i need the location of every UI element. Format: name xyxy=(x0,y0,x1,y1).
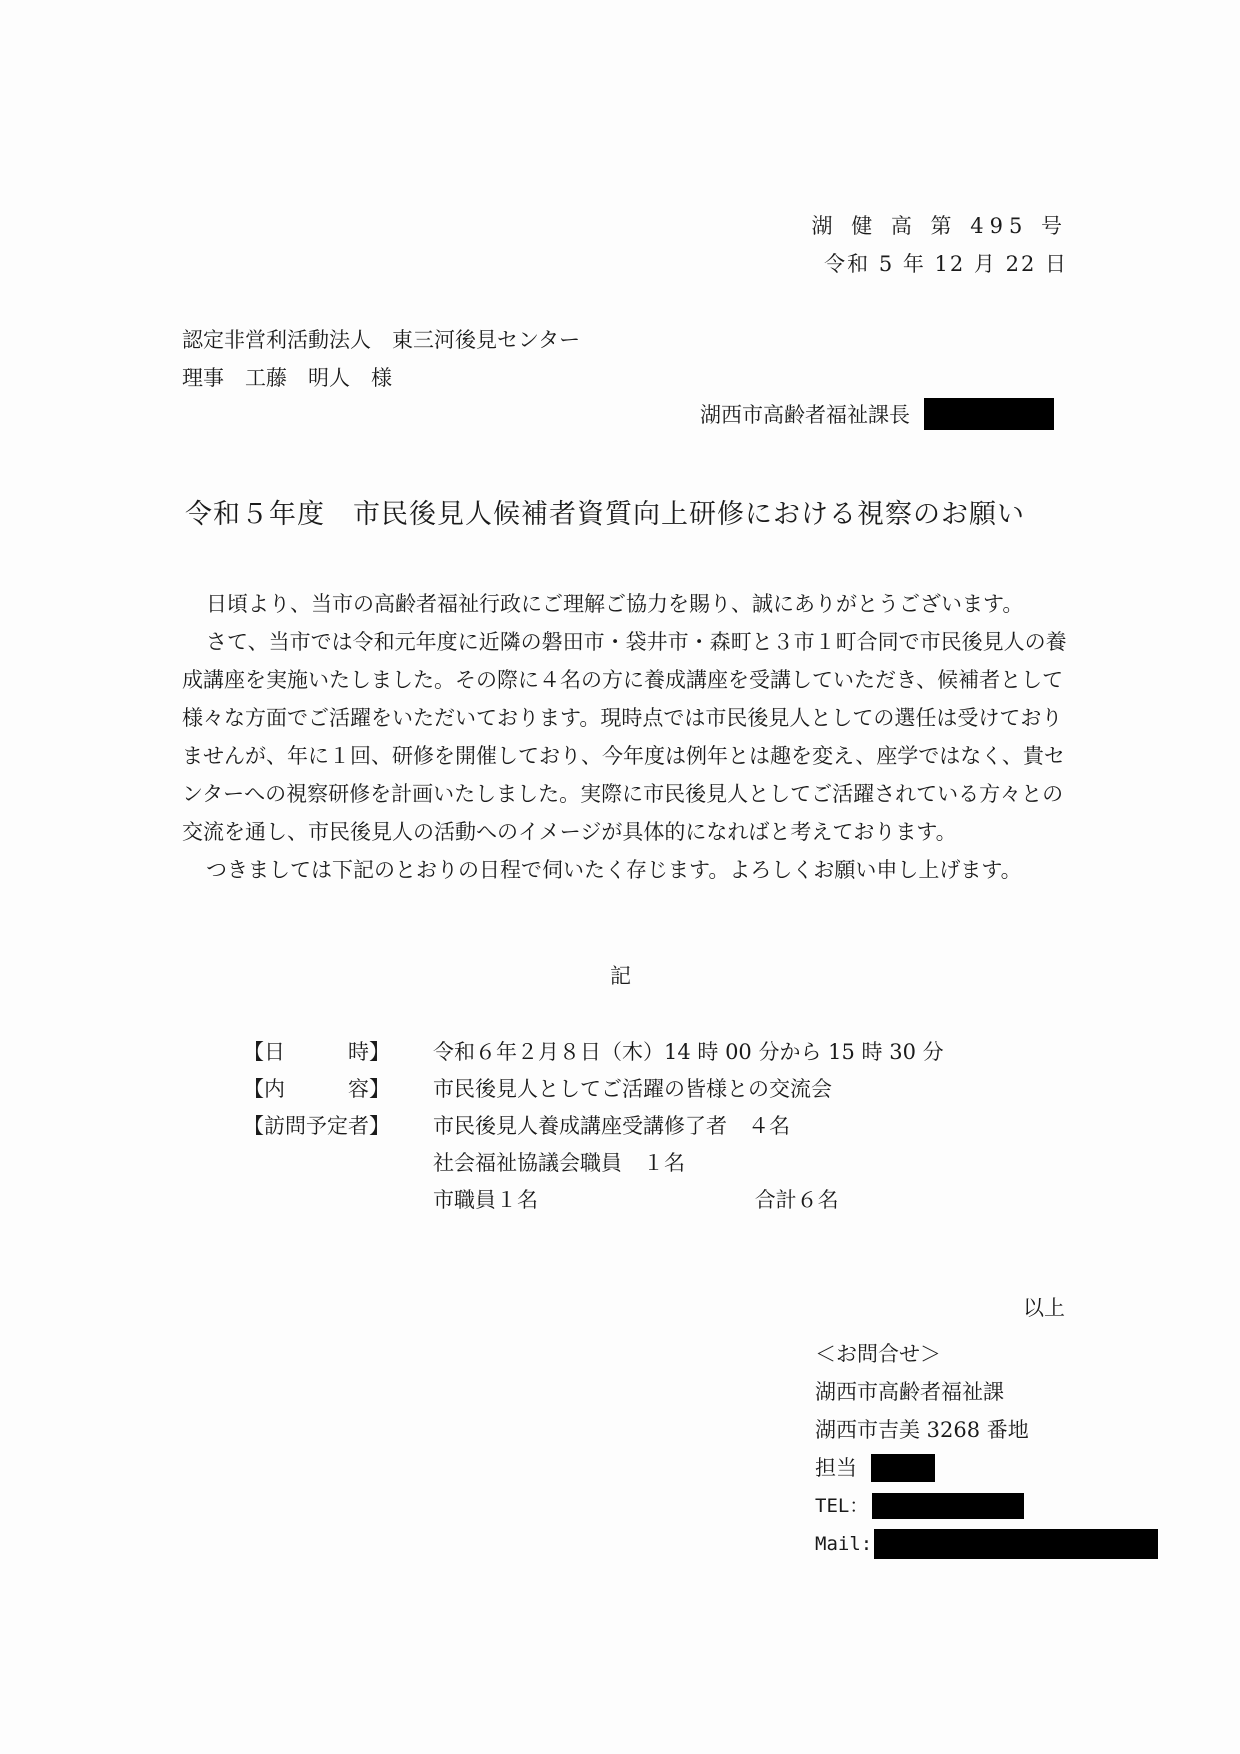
contact-tel-label: TEL： xyxy=(815,1495,869,1517)
visitors-total: 合計６名 xyxy=(754,1188,839,1212)
sender-title: 湖西市高齢者福祉課長 xyxy=(700,403,910,427)
redacted-tel xyxy=(872,1493,1024,1519)
contact-department: 湖西市高齢者福祉課 xyxy=(815,1380,1004,1404)
datetime-label: 【日 時】 xyxy=(243,1040,390,1064)
contact-person-label: 担当 xyxy=(815,1456,857,1480)
body-paragraph-request: つきましては下記のとおりの日程で伺いたく存じます。よろしくお願い申し上げます。 xyxy=(206,858,1022,882)
visitors-label: 【訪問予定者】 xyxy=(243,1114,390,1138)
content-label: 【内 容】 xyxy=(243,1077,390,1101)
document-date: 令和 5 年 12 月 22 日 xyxy=(824,252,1068,276)
closing-mark: 以上 xyxy=(1023,1296,1065,1320)
redacted-sender-name xyxy=(924,398,1054,430)
redacted-mail xyxy=(874,1529,1158,1559)
content-value: 市民後見人としてご活躍の皆様との交流会 xyxy=(433,1077,832,1101)
ki-heading: 記 xyxy=(610,964,631,988)
detail-row-datetime xyxy=(243,1034,944,1071)
letter-body xyxy=(182,585,1082,889)
visitors-line-2: 社会福祉協議会職員 １名 xyxy=(433,1151,685,1175)
contact-mail-label: Mail: xyxy=(815,1533,873,1555)
visitors-line-3: 市職員１名 xyxy=(433,1188,538,1212)
addressee-organization: 認定非営利活動法人 東三河後見センター xyxy=(182,328,581,352)
contact-tel-row xyxy=(815,1487,1158,1525)
body-paragraph-greeting: 日頃より、当市の高齢者福祉行政にご理解ご協力を賜り、誠にありがとうございます。 xyxy=(206,592,1024,616)
reference-number: 湖 健 高 第 495 号 xyxy=(811,214,1068,238)
contact-mail-row xyxy=(815,1525,1158,1563)
contact-address: 湖西市吉美 3268 番地 xyxy=(815,1418,1029,1442)
addressee-person: 理事 工藤 明人 様 xyxy=(182,366,392,390)
detail-row-visitors xyxy=(243,1108,944,1145)
body-paragraph-main: さて、当市では令和元年度に近隣の磐田市・袋井市・森町と３市１町合同で市民後見人の養成講座を実施いたしました。その際に４名の方に養成講座を受講していただき、候補者として様々な方面でご活躍をいただいております。現時点では市民後見人としての選任は受けておりませんが、年に１回、研修を開催しており、今年度は例年とは趣を変え、座学ではなく、貴センターへの視察研修を計画いたしました。実際に市民後見人としてご活躍されている方々との交流を通し、市民後見人の活動へのイメージが具体的になればと考えております。 xyxy=(182,630,1067,844)
document-title: 令和５年度 市民後見人候補者資質向上研修における視察のお願い xyxy=(185,499,1025,530)
redacted-person-name xyxy=(871,1454,935,1482)
detail-row-content xyxy=(243,1071,944,1108)
contact-person-row xyxy=(815,1449,1158,1487)
datetime-value: 令和６年２月８日（木）14 時 00 分から 15 時 30 分 xyxy=(433,1040,944,1064)
sender-line xyxy=(700,398,1054,430)
contact-block xyxy=(815,1335,1158,1563)
visitors-line-1: 市民後見人養成講座受講修了者 ４名 xyxy=(433,1114,790,1138)
visit-details xyxy=(243,1034,944,1219)
visitors-line-3-row xyxy=(243,1182,944,1219)
contact-heading: ＜お問合せ＞ xyxy=(815,1342,941,1366)
